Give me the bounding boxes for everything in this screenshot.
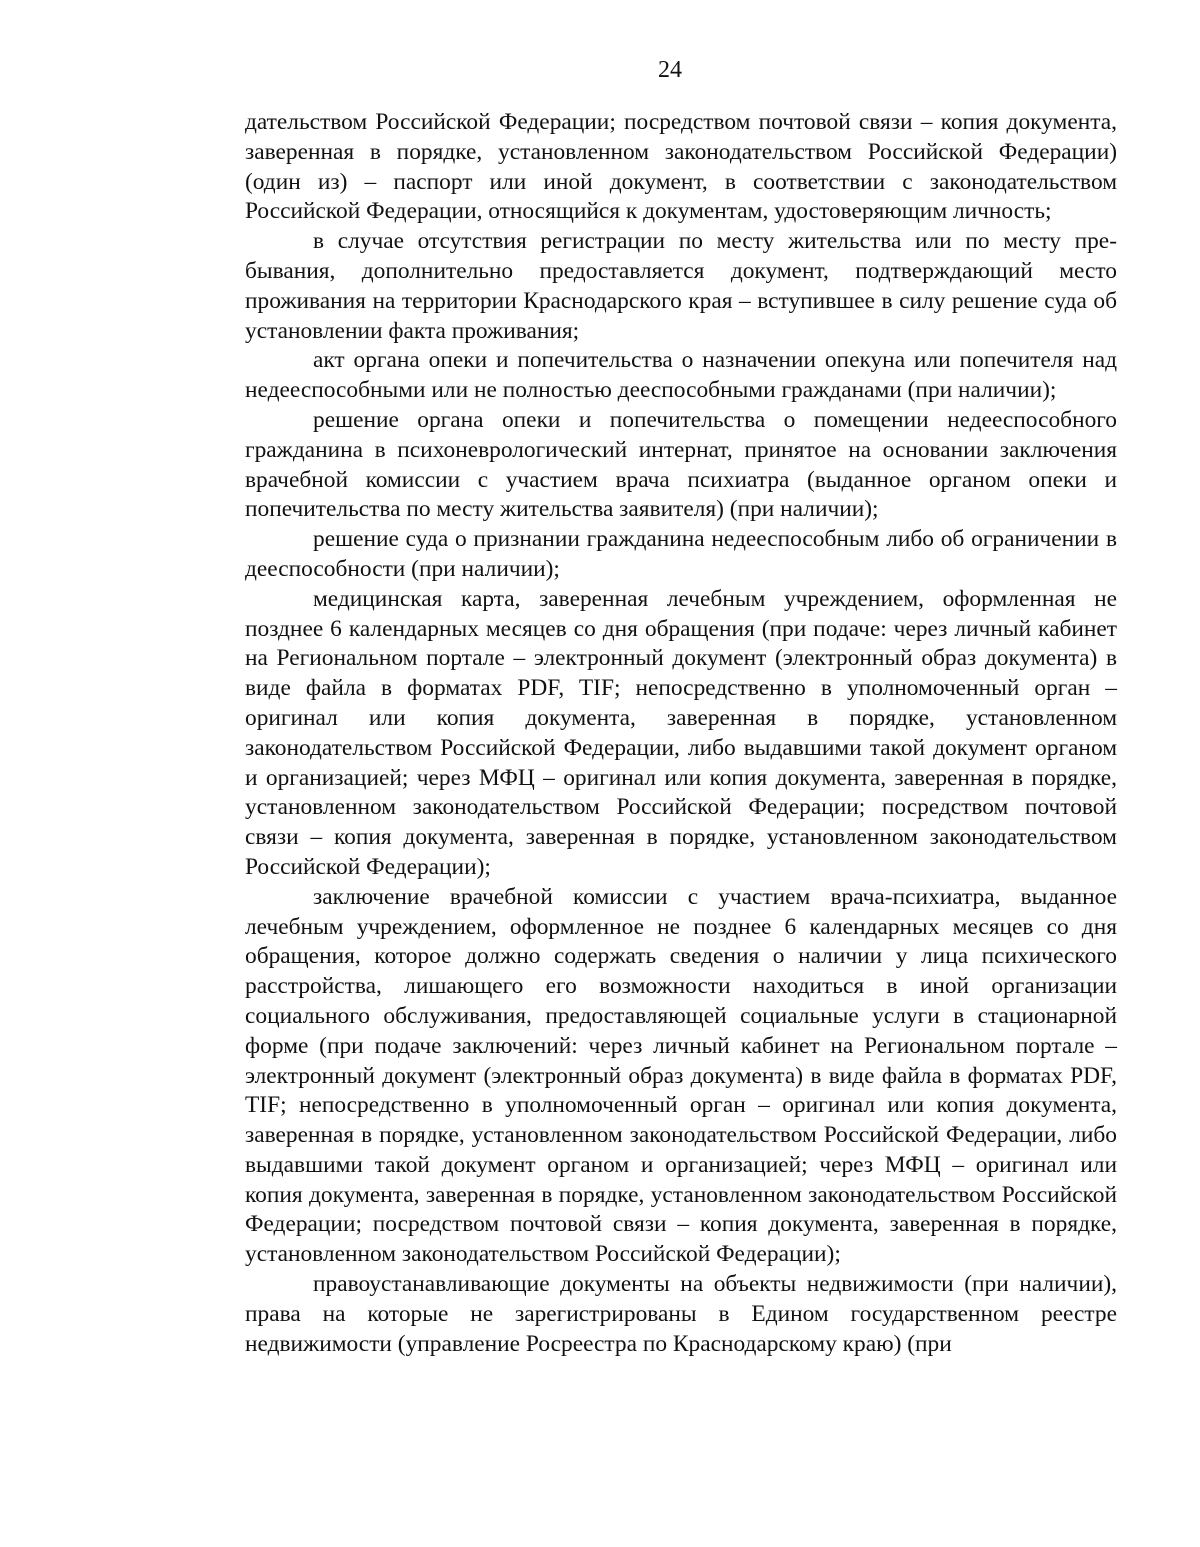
paragraph-medical-card: медицинская карта, заверенная лечебным учреждением, оформленная не позднее 6 календарных месяцев со дня обращения (при подаче: через личный кабинет на Региональном портале – электронный документ (электронный образ документа) в виде файла в форматах PDF, TIF; непосредственно в уполномоченный орган – оригинал или копия документа, заверенная в порядке, установленном законодательством Российской Федерации, либо выдавшими такой документ органом и организацией; через МФЦ – оригинал или копия документа, заверенная в порядке, установленном законодательством Российской Федерации; посредством почтовой связи – копия документа, заверенная в порядке, установленном законодательством Российской Федерации); — [245, 585, 1117, 880]
paragraph-property-documents: правоустанавливающие документы на объекты недвижимости (при наличии), права на которые не зарегистрированы в Едином государственном реестре недвижимости (управление Росреестра по Краснодарскому краю) (при — [245, 1271, 1117, 1357]
paragraph-identity-documents: дательством Российской Федерации; посредством почтовой связи – копия документа, заверенная в порядке, установленном законодательством Российской Федерации) (один из) – паспорт или иной документ, в соответствии с законодательством Российской Федерации, относящийся к документам, удостоверяющим личность; — [245, 109, 1117, 225]
paragraph-residence-proof: в случае отсутствия регистрации по месту жительства или по месту пребывания, дополнительно предоставляется документ, подтверждающий место проживания на территории Краснодарского края – вступившее в силу решение суда об установлении факта проживания; — [245, 228, 1117, 344]
paragraph-guardianship-act: акт органа опеки и попечительства о назначении опекуна или попечителя над недееспособными или не полностью дееспособными гражданами (при наличии); — [245, 347, 1117, 404]
paragraph-court-decision: решение суда о признании гражданина недееспособным либо об ограничении в дееспособности (при наличии); — [245, 526, 1117, 582]
paragraph-medical-commission: заключение врачебной комиссии с участием врача-психиатра, выданное лечебным учреждением, оформленное не позднее 6 календарных месяцев со дня обращения, которое должно содержать сведения о наличии у лица психического расстройства, лишающего его возможности находиться в иной организации социального обслуживания, предоставляющей социальные услуги в стационарной форме (при подаче заключений: через личный кабинет на Региональном портале – электронный документ (электронный образ документа) в виде файла в форматах PDF, TIF; непосредственно в уполномоченный орган – оригинал или копия документа, заверенная в порядке, установленном законодательством Российской Федерации, либо выдавшими такой документ органом и организацией; через МФЦ – оригинал или копия документа, заверенная в порядке, установленном законодательством Российской Федерации; посредством почтовой связи – копия документа, заверенная в порядке, установленном законодательством Российской Федерации); — [245, 883, 1117, 1268]
page-number: 24 — [658, 57, 682, 83]
document-body — [245, 108, 1117, 1359]
paragraph-guardianship-decision: решение органа опеки и попечительства о помещении недееспособного гражданина в психоневрологический интернат, принятое на основании заключения врачебной комиссии с участием врача психиатра (выданное органом опеки и попечительства по месту жительства заявителя) (при наличии); — [245, 406, 1117, 523]
